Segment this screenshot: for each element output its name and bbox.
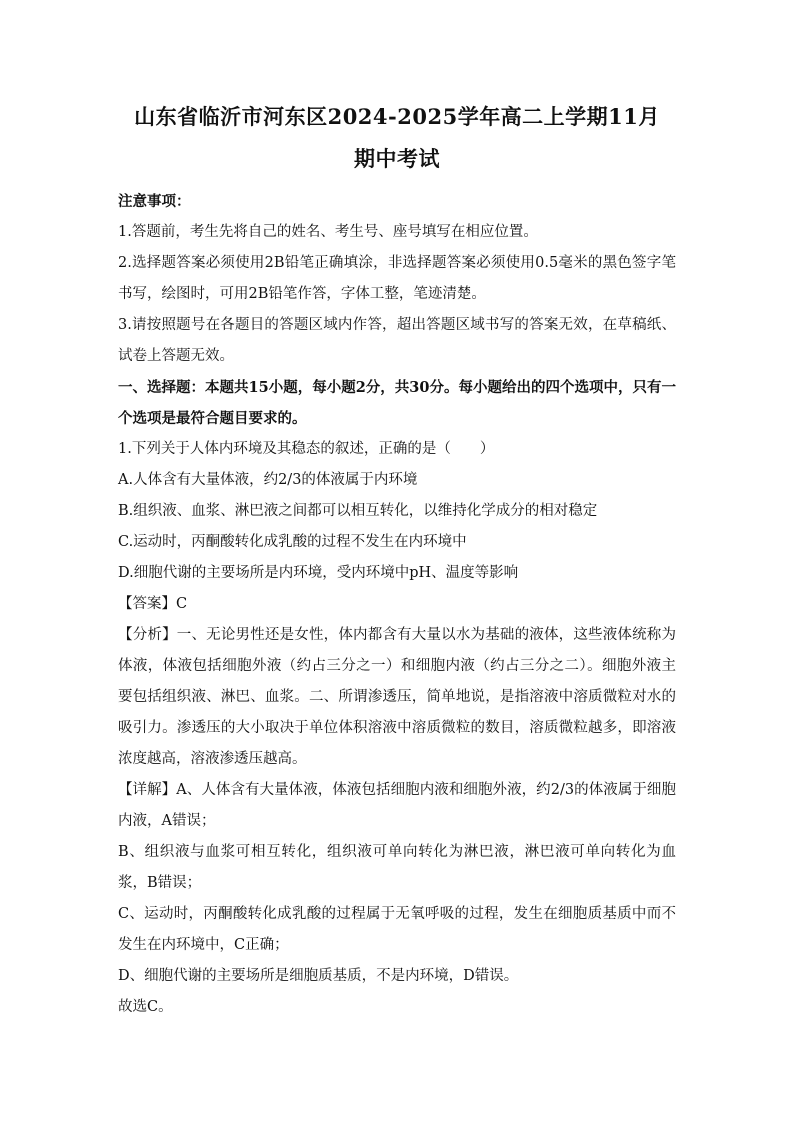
conclusion-text: 故选C。 (118, 999, 173, 1015)
option-c: C.运动时，丙酮酸转化成乳酸的过程不发生在内环境中 (118, 534, 467, 550)
detail-item-c: C、运动时，丙酮酸转化成乳酸的过程属于无氧呼吸的过程，发生在细胞质基质中而不发生在内环境中，C正确； (118, 906, 676, 953)
answer-text: 【答案】C (118, 596, 188, 612)
notice-item-3: 3.请按照题号在各题目的答题区域内作答，超出答题区域书写的答案无效，在草稿纸、试卷上答题无效。 (118, 317, 676, 364)
detail-item-a: 【详解】A、人体含有大量体液，体液包括细胞内液和细胞外液，约2/3的体液属于细胞内液，A错误； (118, 782, 676, 829)
analysis-text: 【分析】一、无论男性还是女性，体内都含有大量以水为基础的液体，这些液体统称为体液，体液包括细胞外液（约占三分之一）和细胞内液（约占三分之二）。细胞外液主要包括组织液、淋巴、血浆。二、所谓渗透压，简单地说，是指溶液中溶质微粒对水的吸引力。渗透压的大小取决于单位体积溶液中溶质微粒的数目，溶质微粒越多，即溶液浓度越高，溶液渗透压越高。 (118, 627, 676, 767)
section-heading: 一、选择题：本题共15小题，每小题2分，共30分。每小题给出的四个选项中，只有一个选项是最符合题目要求的。 (118, 379, 676, 427)
option-b: B.组织液、血浆、淋巴液之间都可以相互转化，以维持化学成分的相对稳定 (118, 503, 598, 519)
detail-item-d: D、细胞代谢的主要场所是细胞质基质，不是内环境，D错误。 (118, 968, 519, 984)
notice-item-1: 1.答题前，考生先将自己的姓名、考生号、座号填写在相应位置。 (118, 224, 538, 240)
notice-item-2: 2.选择题答案必须使用2B铅笔正确填涂，非选择题答案必须使用0.5毫米的黑色签字笔书写，绘图时，可用2B铅笔作答，字体工整，笔迹清楚。 (118, 255, 676, 302)
option-a: A.人体含有大量体液，约2/3的体液属于内环境 (118, 472, 418, 488)
detail-item-b: B、组织液与血浆可相互转化，组织液可单向转化为淋巴液，淋巴液可单向转化为血浆，B错误； (118, 844, 676, 891)
question-stem: 1.下列关于人体内环境及其稳态的叙述，正确的是（ ） (118, 441, 495, 457)
page-title-line1: 山东省临沂市河东区2024-2025学年高二上学期11月 (134, 104, 660, 129)
page-title-line2: 期中考试 (354, 146, 440, 171)
option-d: D.细胞代谢的主要场所是内环境，受内环境中pH、温度等影响 (118, 565, 519, 581)
notice-heading: 注意事项： (118, 193, 191, 210)
